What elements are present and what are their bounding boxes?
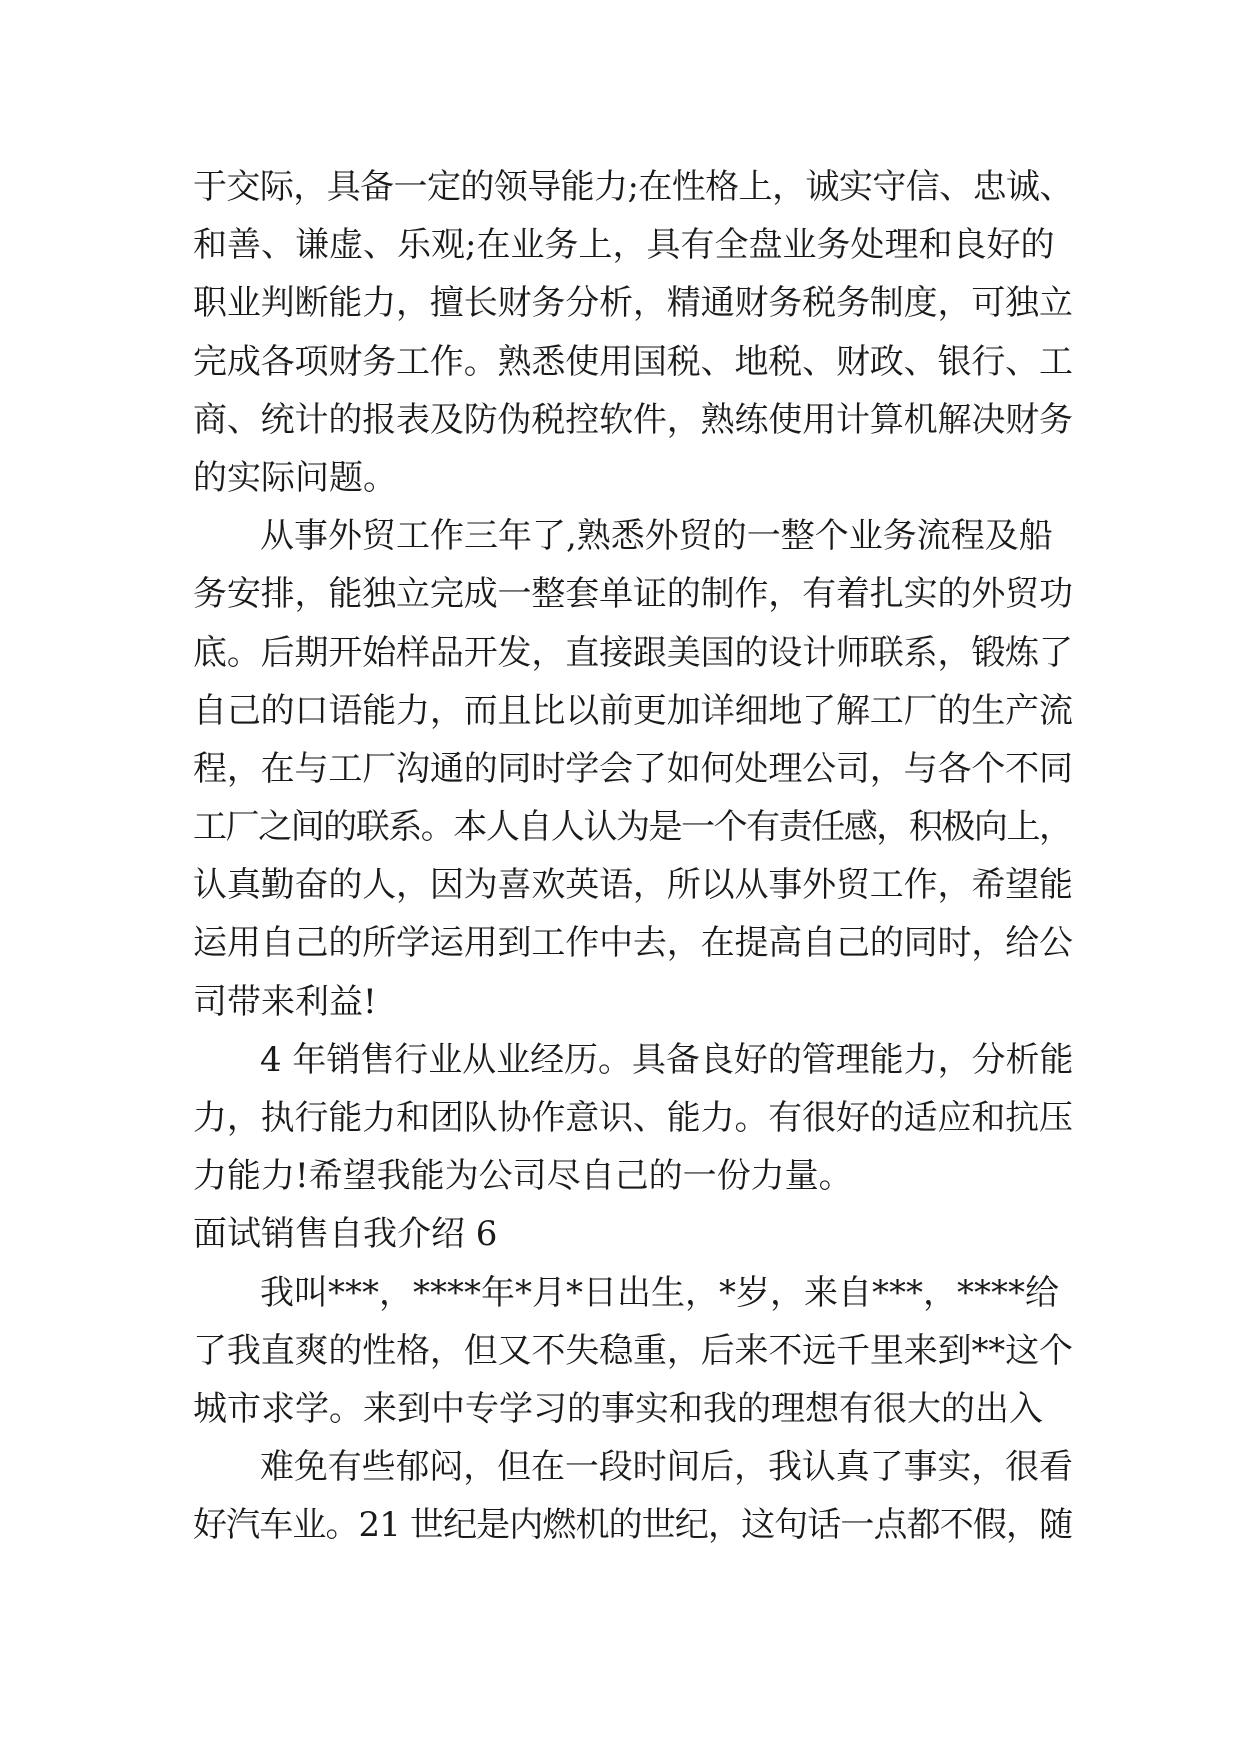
text-line: 力，执行能力和团队协作意识、能力。有很好的适应和抗压 <box>193 1098 1073 1138</box>
text-line: 司带来利益! <box>193 981 377 1022</box>
text-line: 了我直爽的性格，但又不失稳重，后来不远千里来到**这个 <box>193 1330 1073 1371</box>
text-line: 底。后期开始样品开发，直接跟美国的设计师联系，锻炼了 <box>193 632 1073 673</box>
text-line: 工厂之间的联系。本人自人认为是一个有责任感，积极向上， <box>193 807 1072 848</box>
text-line: 程，在与工厂沟通的同时学会了如何处理公司，与各个不同 <box>193 748 1073 789</box>
text-line: 城市求学。来到中专学习的事实和我的理想有很大的出入 <box>193 1388 1043 1429</box>
text-line: 于交际，具备一定的领导能力;在性格上，诚实守信、忠诚、 <box>193 167 1073 207</box>
text-line: 我叫***，****年*月*日出生，*岁，来自***，****给 <box>260 1272 1059 1313</box>
text-line: 完成各项财务工作。熟悉使用国税、地税、财政、银行、工 <box>193 341 1073 382</box>
text-line: 4 年销售行业从业经历。具备良好的管理能力，分析能 <box>260 1039 1074 1080</box>
text-line: 自己的口语能力，而且比以前更加详细地了解工厂的生产流 <box>193 690 1073 731</box>
text-line: 和善、谦虚、乐观;在业务上，具有全盘业务处理和良好的 <box>193 225 1055 266</box>
text-line: 务安排，能独立完成一整套单证的制作，有着扎实的外贸功 <box>193 574 1073 615</box>
text-line: 难免有些郁闷，但在一段时间后，我认真了事实，很看 <box>260 1447 1073 1488</box>
text-line: 职业判断能力，擅长财务分析，精通财务税务制度，可独立 <box>193 283 1073 324</box>
text-line: 好汽车业。21 世纪是内燃机的世纪，这句话一点都不假，随 <box>193 1505 1073 1546</box>
text-line: 运用自己的所学运用到工作中去，在提高自己的同时，给公 <box>193 923 1073 964</box>
text-line: 面试销售自我介绍 6 <box>193 1214 498 1255</box>
text-line: 商、统计的报表及防伪税控软件，熟练使用计算机解决财务 <box>193 399 1073 440</box>
text-line: 的实际问题。 <box>193 457 397 498</box>
body-text <box>193 158 1073 1555</box>
text-line: 力能力!希望我能为公司尽自己的一份力量。 <box>193 1156 853 1197</box>
text-line: 从事外贸工作三年了,熟悉外贸的一整个业务流程及船 <box>260 516 1053 557</box>
text-line: 认真勤奋的人，因为喜欢英语，所以从事外贸工作，希望能 <box>193 865 1073 906</box>
